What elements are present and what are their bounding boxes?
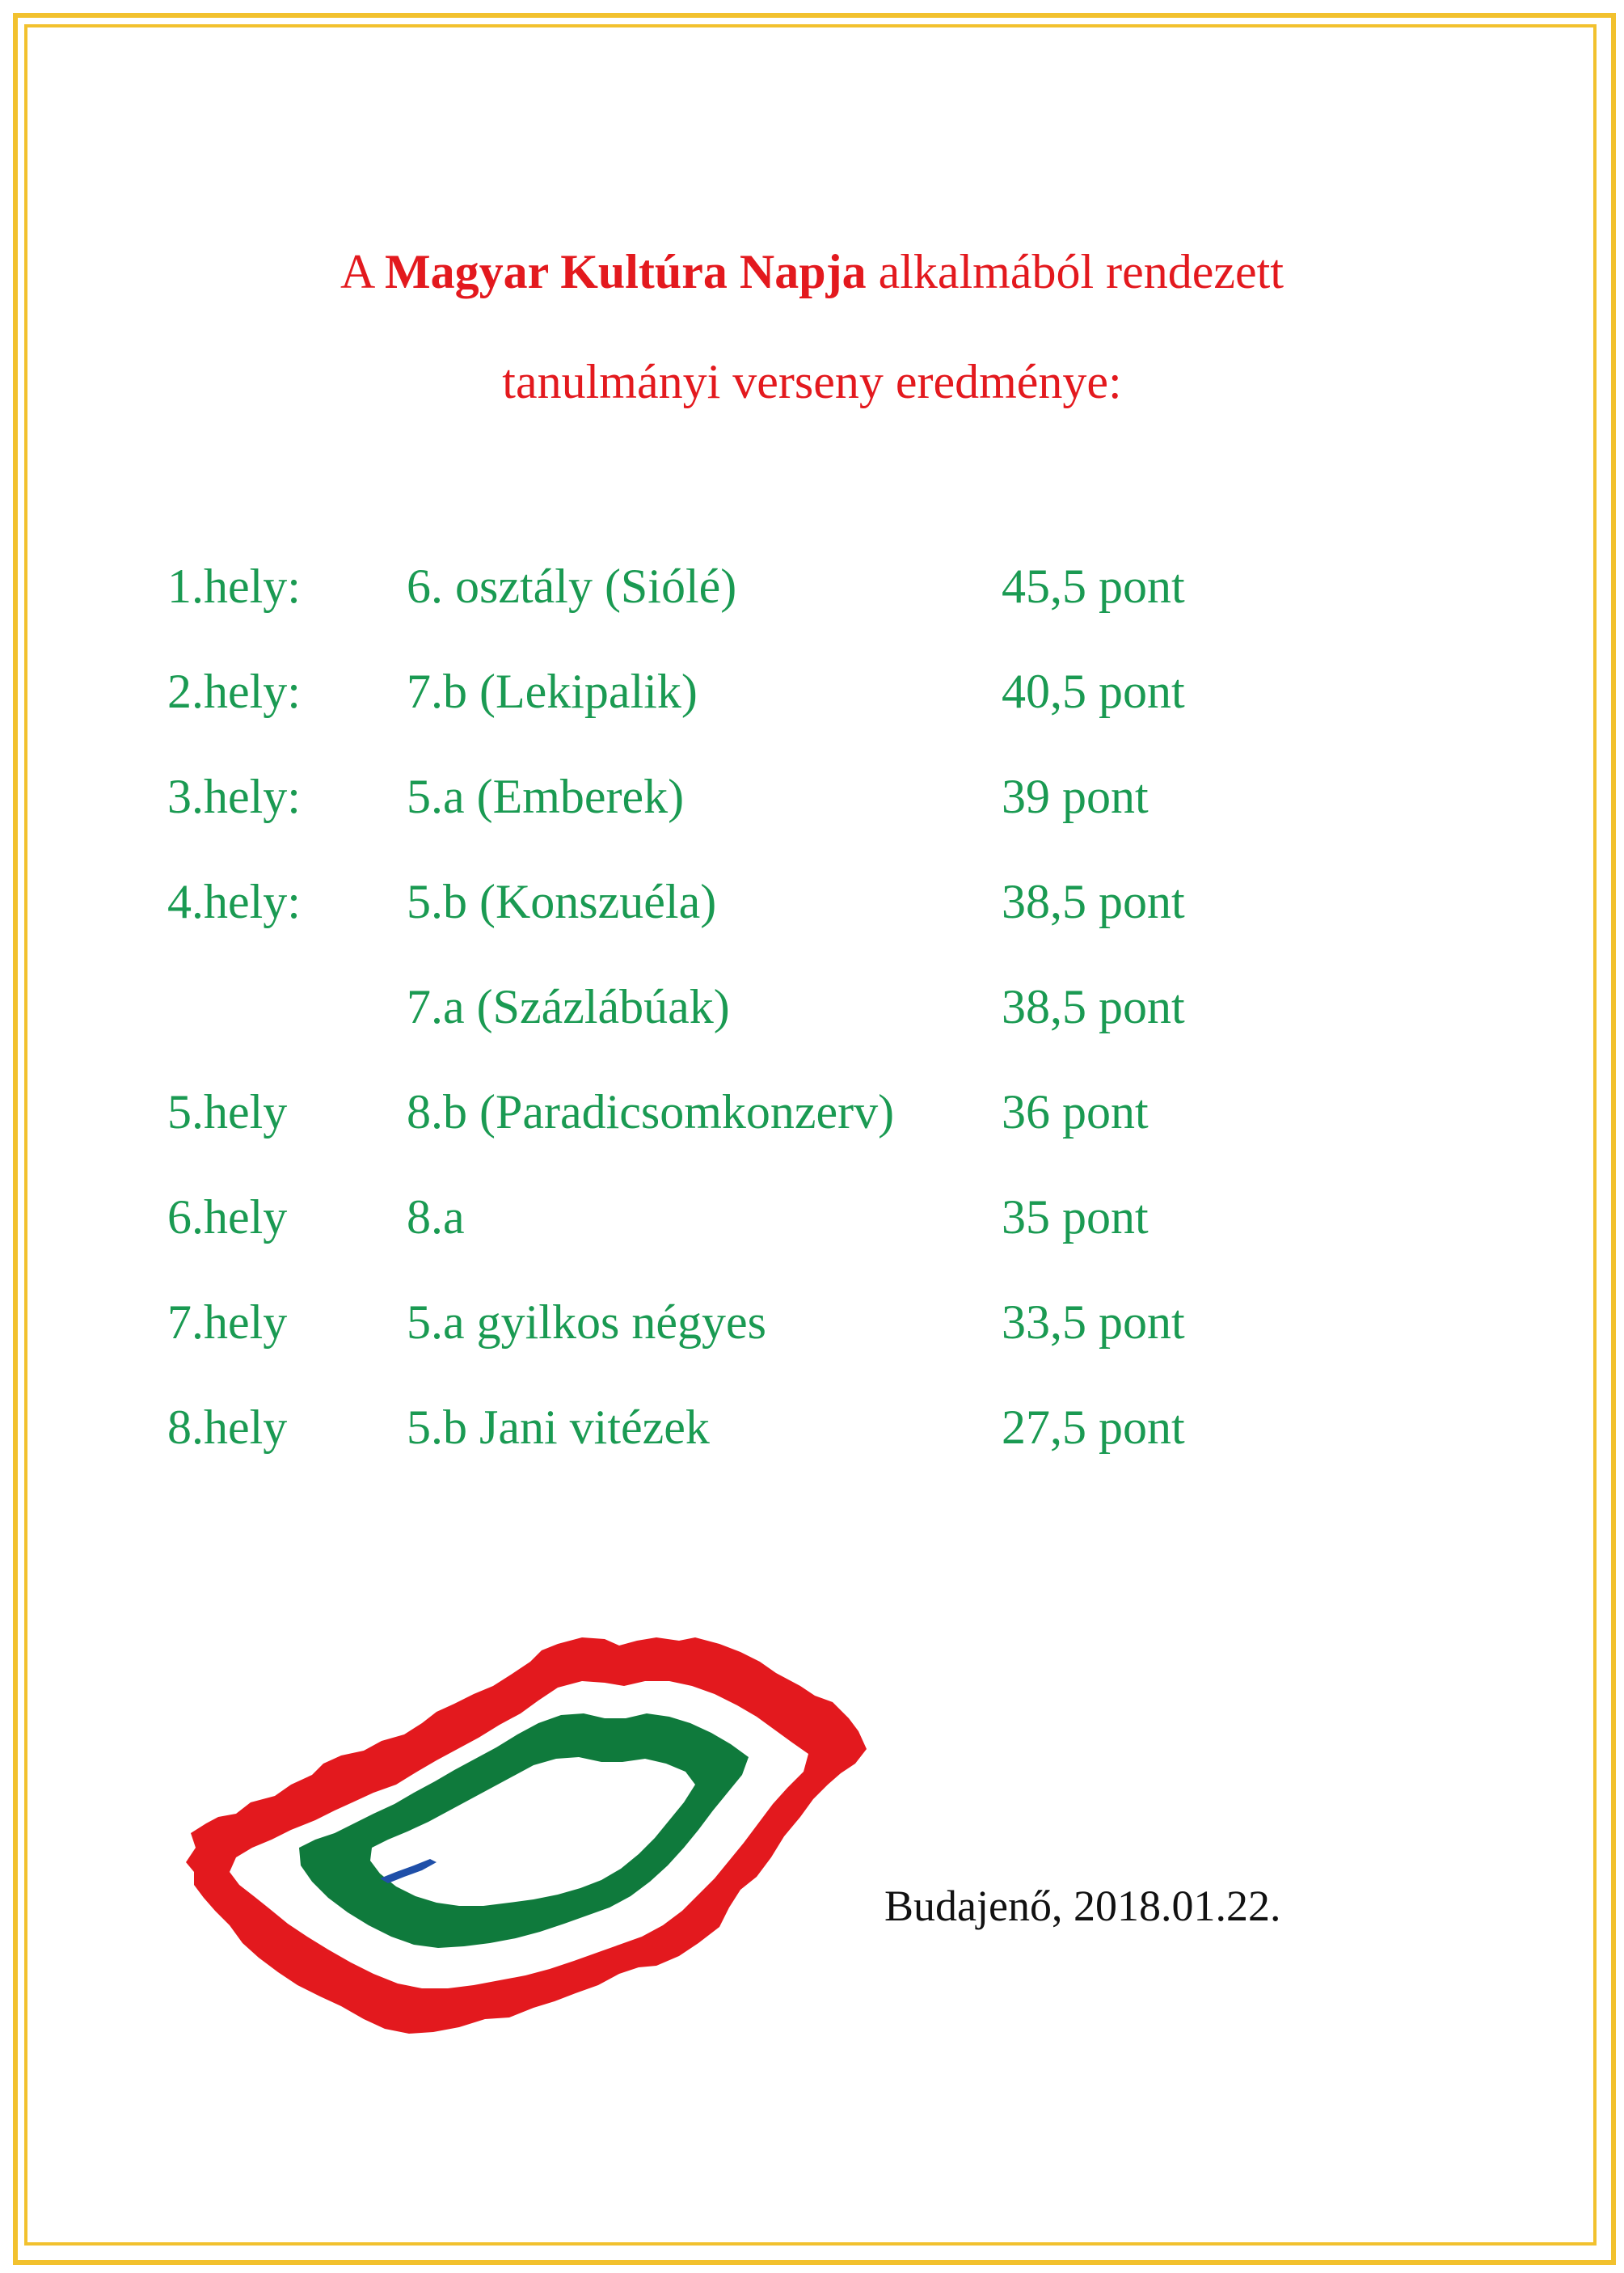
result-place: 4.hely:: [167, 875, 301, 928]
title-highlight: Magyar Kultúra Napja: [385, 245, 867, 298]
result-row: [0, 659, 1624, 724]
hungary-tricolor-map-icon: [162, 1605, 889, 2058]
title-line-1: [0, 247, 1624, 296]
result-team: 5.b (Konszuéla): [407, 875, 717, 928]
result-score: 33,5 pont: [1002, 1295, 1185, 1349]
result-score: 45,5 pont: [1002, 560, 1185, 613]
result-row: [0, 869, 1624, 934]
result-team: 5.b Jani vitézek: [407, 1401, 710, 1454]
result-score: 39 pont: [1002, 770, 1149, 823]
title-suffix: alkalmából rendezett: [878, 245, 1284, 298]
result-team: 8.b (Paradicsomkonzerv): [407, 1085, 895, 1139]
result-team: 6. osztály (Siólé): [407, 560, 737, 613]
result-place: 7.hely: [167, 1295, 288, 1349]
result-place: 1.hely:: [167, 560, 301, 613]
result-row: [0, 1395, 1624, 1460]
result-row: [0, 1185, 1624, 1249]
title-prefix: A: [340, 245, 373, 298]
result-score: 38,5 pont: [1002, 875, 1185, 928]
result-place: 3.hely:: [167, 770, 301, 823]
title-line-2: tanulmányi verseny eredménye:: [502, 355, 1122, 408]
result-score: 36 pont: [1002, 1085, 1149, 1139]
result-score: 38,5 pont: [1002, 980, 1185, 1033]
result-score: 40,5 pont: [1002, 665, 1185, 718]
result-score: 35 pont: [1002, 1190, 1149, 1244]
location-date: Budajenő, 2018.01.22.: [884, 1882, 1281, 1930]
result-row: [0, 974, 1624, 1039]
result-team: 7.a (Százlábúak): [407, 980, 730, 1033]
result-row: [0, 764, 1624, 829]
result-team: 7.b (Lekipalik): [407, 665, 698, 718]
result-team: 5.a gyilkos négyes: [407, 1295, 766, 1349]
result-place: 8.hely: [167, 1401, 288, 1454]
result-team: 5.a (Emberek): [407, 770, 685, 823]
result-row: [0, 554, 1624, 619]
result-team: 8.a: [407, 1190, 465, 1244]
result-row: [0, 1290, 1624, 1354]
result-place: 2.hely:: [167, 665, 301, 718]
result-place: 5.hely: [167, 1085, 288, 1139]
result-row: [0, 1079, 1624, 1144]
result-score: 27,5 pont: [1002, 1401, 1185, 1454]
result-place: 6.hely: [167, 1190, 288, 1244]
